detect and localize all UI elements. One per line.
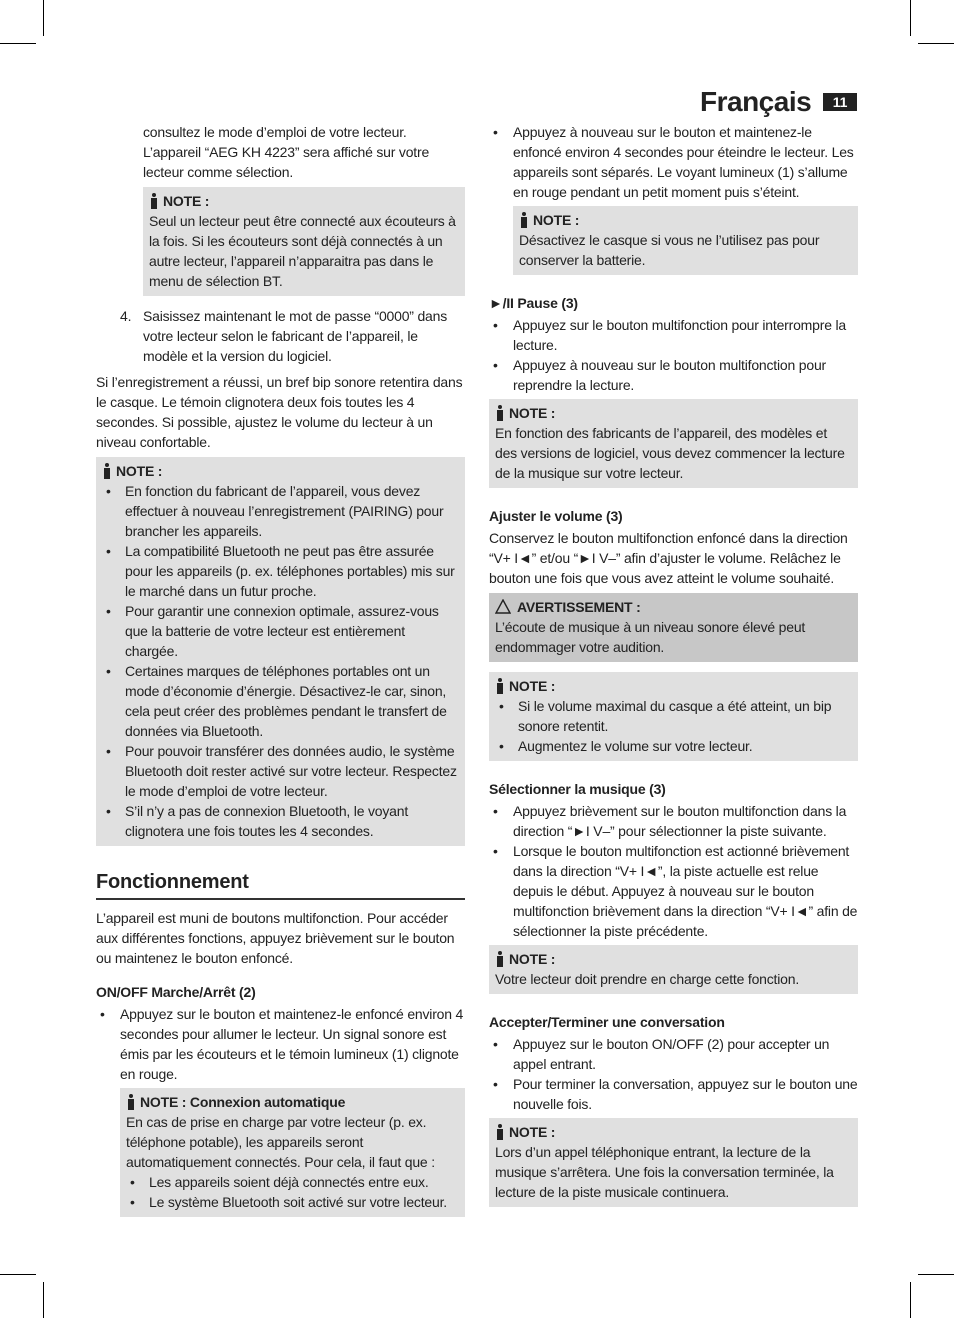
list-item: • Appuyez sur le bouton multifonction pour interrompre la lecture. (489, 315, 858, 355)
page-number: 11 (823, 93, 857, 111)
note-box (489, 1118, 858, 1207)
note-text: Désactivez le casque si vous ne l’utilisez pas pour conserver la batterie. (519, 232, 820, 268)
list-item: • Pour terminer la conversation, appuyez sur le bouton une nouvelle fois. (489, 1074, 858, 1114)
info-icon (495, 1124, 505, 1140)
note-heading: NOTE : (509, 951, 556, 967)
crop-mark (43, 0, 44, 36)
list-item: • En fonction du fabricant de l’appareil, vous devez effectuer à nouveau l’enregistrement (PAIRING) pour brancher les appareils. (102, 481, 459, 541)
paragraph: Conservez le bouton multifonction enfoncé dans la direction “V+ I◄” et/ou “►I V–” afin d’ajuster le volume. Relâchez le bouton une fois que vous avez atteint le volume souhaité. (489, 530, 848, 586)
list-item: • Appuyez sur le bouton ON/OFF (2) pour accepter un appel entrant. (489, 1034, 858, 1074)
note-text: Seul un lecteur peut être connecté aux écouteurs à la fois. Si les écouteurs sont déjà connectés à un autre lecteur, l’appareil n’apparaitra pas dans le menu de sélection BT. (149, 213, 456, 289)
crop-mark (910, 1282, 911, 1318)
note-box (489, 672, 858, 761)
subheading: Ajuster le volume (3) (489, 508, 623, 524)
list-item: • Si le volume maximal du casque a été atteint, un bip sonore retentit. (495, 696, 852, 736)
list-item: • Pour pouvoir transférer des données audio, le système Bluetooth doit rester activé sur votre lecteur. Respectez le mode d’emploi de votre lecteur. (102, 741, 459, 801)
subheading: Sélectionner la musique (3) (489, 781, 666, 797)
list-item: • Appuyez brièvement sur le bouton multifonction dans la direction “►I V–” pour sélectionner la piste suivante. (489, 801, 858, 841)
section-title: Fonctionnement (96, 868, 465, 900)
step-number: 4. (120, 308, 132, 324)
note-heading: NOTE : Connexion automatique (140, 1094, 346, 1110)
info-icon (149, 193, 159, 209)
warning-icon (495, 599, 513, 615)
step-text: Saisissez maintenant le mot de passe “0000” dans votre lecteur selon le fabricant de l’appareil, le modèle et la version du logiciel. (143, 308, 448, 364)
note-heading: NOTE : (509, 405, 556, 421)
note-heading: NOTE : (509, 678, 556, 694)
note-heading: NOTE : (116, 463, 163, 479)
note-text: En cas de prise en charge par votre lecteur (p. ex. téléphone potable), les appareils seront automatiquement connectés. Pour cela, il faut que : (126, 1114, 435, 1170)
list-item: • Appuyez à nouveau sur le bouton multifonction pour reprendre la lecture. (489, 355, 858, 395)
info-icon (102, 463, 112, 479)
note-box (143, 187, 465, 296)
paragraph: L’appareil est muni de boutons multifonction. Pour accéder aux différentes fonctions, appuyez brièvement sur le bouton ou maintenez le bouton enfoncé. (96, 910, 455, 966)
crop-mark (0, 43, 36, 44)
list-item: • La compatibilité Bluetooth ne peut pas être assurée pour les appareils (p. ex. téléphones portables) mis sur le marché dans un futur proche. (102, 541, 459, 601)
info-icon (495, 405, 505, 421)
list-item: • Le système Bluetooth soit activé sur votre lecteur. (126, 1192, 459, 1212)
note-box (96, 457, 465, 846)
note-box (489, 399, 858, 488)
warning-box (489, 593, 858, 662)
note-text: Lors d’un appel téléphonique entrant, la lecture de la musique s’arrêtera. Une fois la conversation terminée, la lecture de la piste musicale continuera. (495, 1144, 834, 1200)
paragraph: Si l’enregistrement a réussi, un bref bip sonore retentira dans le casque. Le témoin clignotera deux fois toutes les 4 secondes. Si possible, ajustez le volume du lecteur à un niveau confortable. (96, 374, 463, 450)
note-text: En fonction des fabricants de l’appareil, des modèles et des versions de logiciel, vous devez commencer la lecture de la musique sur votre lecteur. (495, 425, 845, 481)
list-item: • Appuyez à nouveau sur le bouton et maintenez-le enfoncé environ 4 secondes pour éteindre le lecteur. Les appareils sont séparés. Le voyant lumineux (1) s’allume en rouge pendant un petit moment puis s’éteint. (489, 122, 858, 202)
crop-mark (918, 1274, 954, 1275)
note-box (489, 945, 858, 994)
note-text: Votre lecteur doit prendre en charge cette fonction. (495, 971, 800, 987)
list-item: • Pour garantir une connexion optimale, assurez-vous que la batterie de votre lecteur est entièrement chargée. (102, 601, 459, 661)
left-column (96, 122, 465, 1227)
note-heading: NOTE : (163, 193, 210, 209)
info-icon (495, 678, 505, 694)
info-icon (126, 1094, 136, 1110)
list-item: • Appuyez sur le bouton et maintenez-le enfoncé environ 4 secondes pour allumer le lecteur. Un signal sonore est émis par les écouteurs et le témoin lumineux (1) clignote en rouge. (96, 1004, 465, 1084)
list-item: • Augmentez le volume sur votre lecteur. (495, 736, 852, 756)
step-item (96, 306, 465, 366)
crop-mark (43, 1282, 44, 1318)
list-item: • Les appareils soient déjà connectés entre eux. (126, 1172, 459, 1192)
crop-mark (918, 43, 954, 44)
subheading: Accepter/Terminer une conversation (489, 1014, 725, 1030)
note-heading: NOTE : (533, 212, 580, 228)
list-item: • S’il n’y a pas de connexion Bluetooth, le voyant clignotera une fois toutes les 4 secondes. (102, 801, 459, 841)
info-icon (495, 951, 505, 967)
info-icon (519, 212, 529, 228)
crop-mark (0, 1274, 36, 1275)
right-column (489, 122, 858, 1217)
page-language-title: Français (700, 86, 812, 117)
list-item: • Certaines marques de téléphones portables ont un mode d’économie d’énergie. Désactivez-le car, sinon, cela peut créer des problèmes pendant le transfert de données via Bluetooth. (102, 661, 459, 741)
subheading: ►/II Pause (3) (489, 295, 578, 311)
subheading: ON/OFF Marche/Arrêt (2) (96, 984, 256, 1000)
warning-text: L’écoute de musique à un niveau sonore élevé peut endommager votre audition. (495, 619, 806, 655)
note-heading: NOTE : (509, 1124, 556, 1140)
note-box (120, 1088, 465, 1217)
note-box (513, 206, 858, 275)
intro-continuation: consultez le mode d’emploi de votre lecteur. L’appareil “AEG KH 4223” sera affiché sur votre lecteur comme sélection. (143, 124, 430, 180)
list-item: • Lorsque le bouton multifonction est actionné brièvement dans la direction “V+ I◄”, la piste actuelle est relue depuis le début. Appuyez à nouveau sur le bouton multifonction brièvement dans la direction “V+ I◄” afin de sélectionner la piste précédente. (489, 841, 858, 941)
warning-heading: AVERTISSEMENT : (517, 599, 641, 615)
crop-mark (910, 0, 911, 36)
